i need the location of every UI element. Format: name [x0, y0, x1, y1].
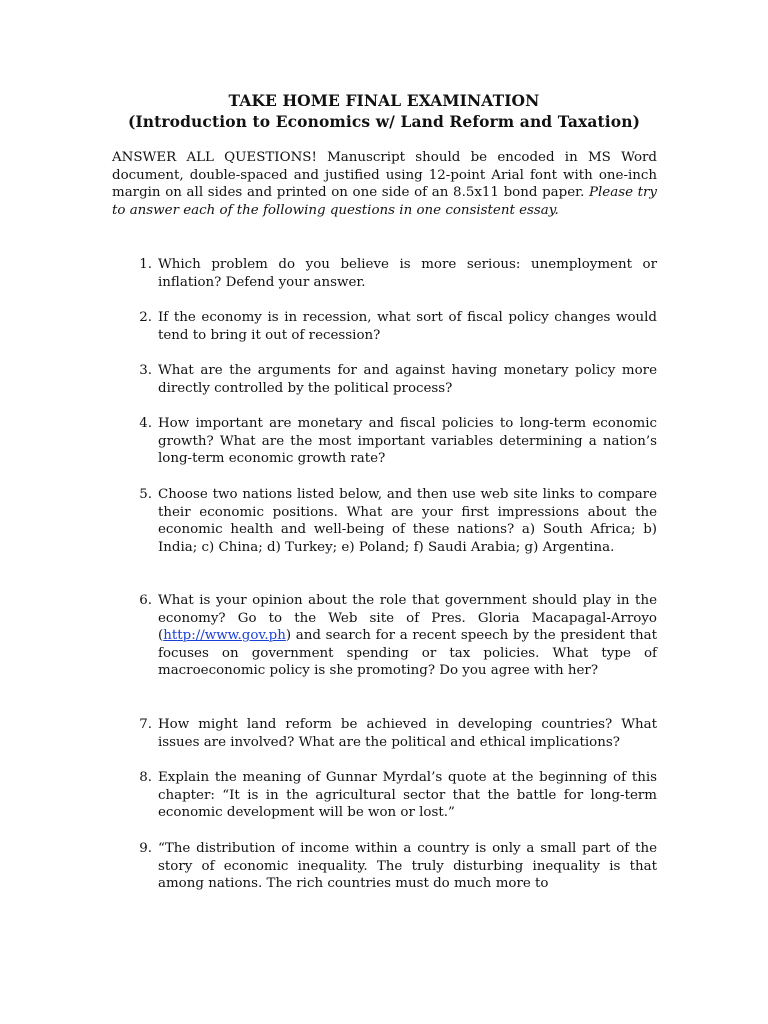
question-item [112, 840, 657, 893]
question-item [112, 592, 657, 680]
question-text: How important are monetary and fiscal policies to long-term economic growth? What are the most important variables determining a nation’s long-term economic growth rate? [158, 416, 657, 467]
question-number: 7. [139, 717, 152, 732]
question-text [158, 592, 657, 680]
question-item [112, 309, 657, 344]
question-text: Which problem do you believe is more serious: unemployment or inflation? Defend your answer. [158, 257, 657, 290]
exam-title: TAKE HOME FINAL EXAMINATION [228, 91, 540, 110]
instructions-paragraph [112, 149, 657, 219]
question-text: Choose two nations listed below, and then use web site links to compare their economic positions. What are your first impressions about the economic health and well-being of these nations? a) South Africa; b) India; c) China; d) Turkey; e) Poland; f) Saudi Arabia; g) Argentina. [158, 487, 657, 555]
instructions-emphasis: Please try to answer each of the following questions in one consistent essay. [112, 185, 658, 218]
question-number: 4. [139, 416, 152, 431]
question-item [112, 486, 657, 556]
question-text-part: What is your opinion about the role that government should play in the economy? Go to the Web site of Pres. Gloria Macapagal-Arroyo ( [158, 593, 657, 644]
question-item [112, 362, 657, 397]
question-item [112, 415, 657, 468]
question-number: 3. [139, 363, 152, 378]
question-item [112, 716, 657, 751]
question-item [112, 769, 657, 822]
exam-subtitle: (Introduction to Economics w/ Land Reform and Taxation) [127, 112, 641, 131]
question-text: How might land reform be achieved in developing countries? What issues are involved? What are the political and ethical implications? [158, 717, 657, 750]
question-text-part: ) and search for a recent speech by the president that focuses on government spending or tax policies. What type of macroeconomic policy is she promoting? Do you agree with her? [158, 628, 657, 679]
question-number: 2. [139, 310, 152, 325]
question-text: Explain the meaning of Gunnar Myrdal’s quote at the beginning of this chapter: “It is in the agricultural sector that the battle for long-term economic development will be won or lost.” [158, 770, 657, 821]
question-number: 8. [139, 770, 152, 785]
question-number: 1. [139, 257, 152, 272]
question-number: 5. [139, 487, 152, 502]
question-text: If the economy is in recession, what sort of fiscal policy changes would tend to bring it out of recession? [158, 310, 657, 343]
question-text: What are the arguments for and against having monetary policy more directly controlled by the political process? [158, 363, 657, 396]
question-text: “The distribution of income within a country is only a small part of the story of economic inequality. The truly disturbing inequality is that among nations. The rich countries must do much more to [158, 841, 657, 892]
gov-website-link[interactable]: http://www.gov.ph [163, 628, 286, 644]
question-number: 6. [139, 593, 152, 608]
instructions-text: ANSWER ALL QUESTIONS! Manuscript should be encoded in MS Word document, double-spaced and justified using 12-point Arial font with one-inch margin on all sides and printed on one side of an 8.5x11 bond paper. [112, 150, 657, 201]
question-number: 9. [139, 841, 152, 856]
question-item [112, 256, 657, 291]
